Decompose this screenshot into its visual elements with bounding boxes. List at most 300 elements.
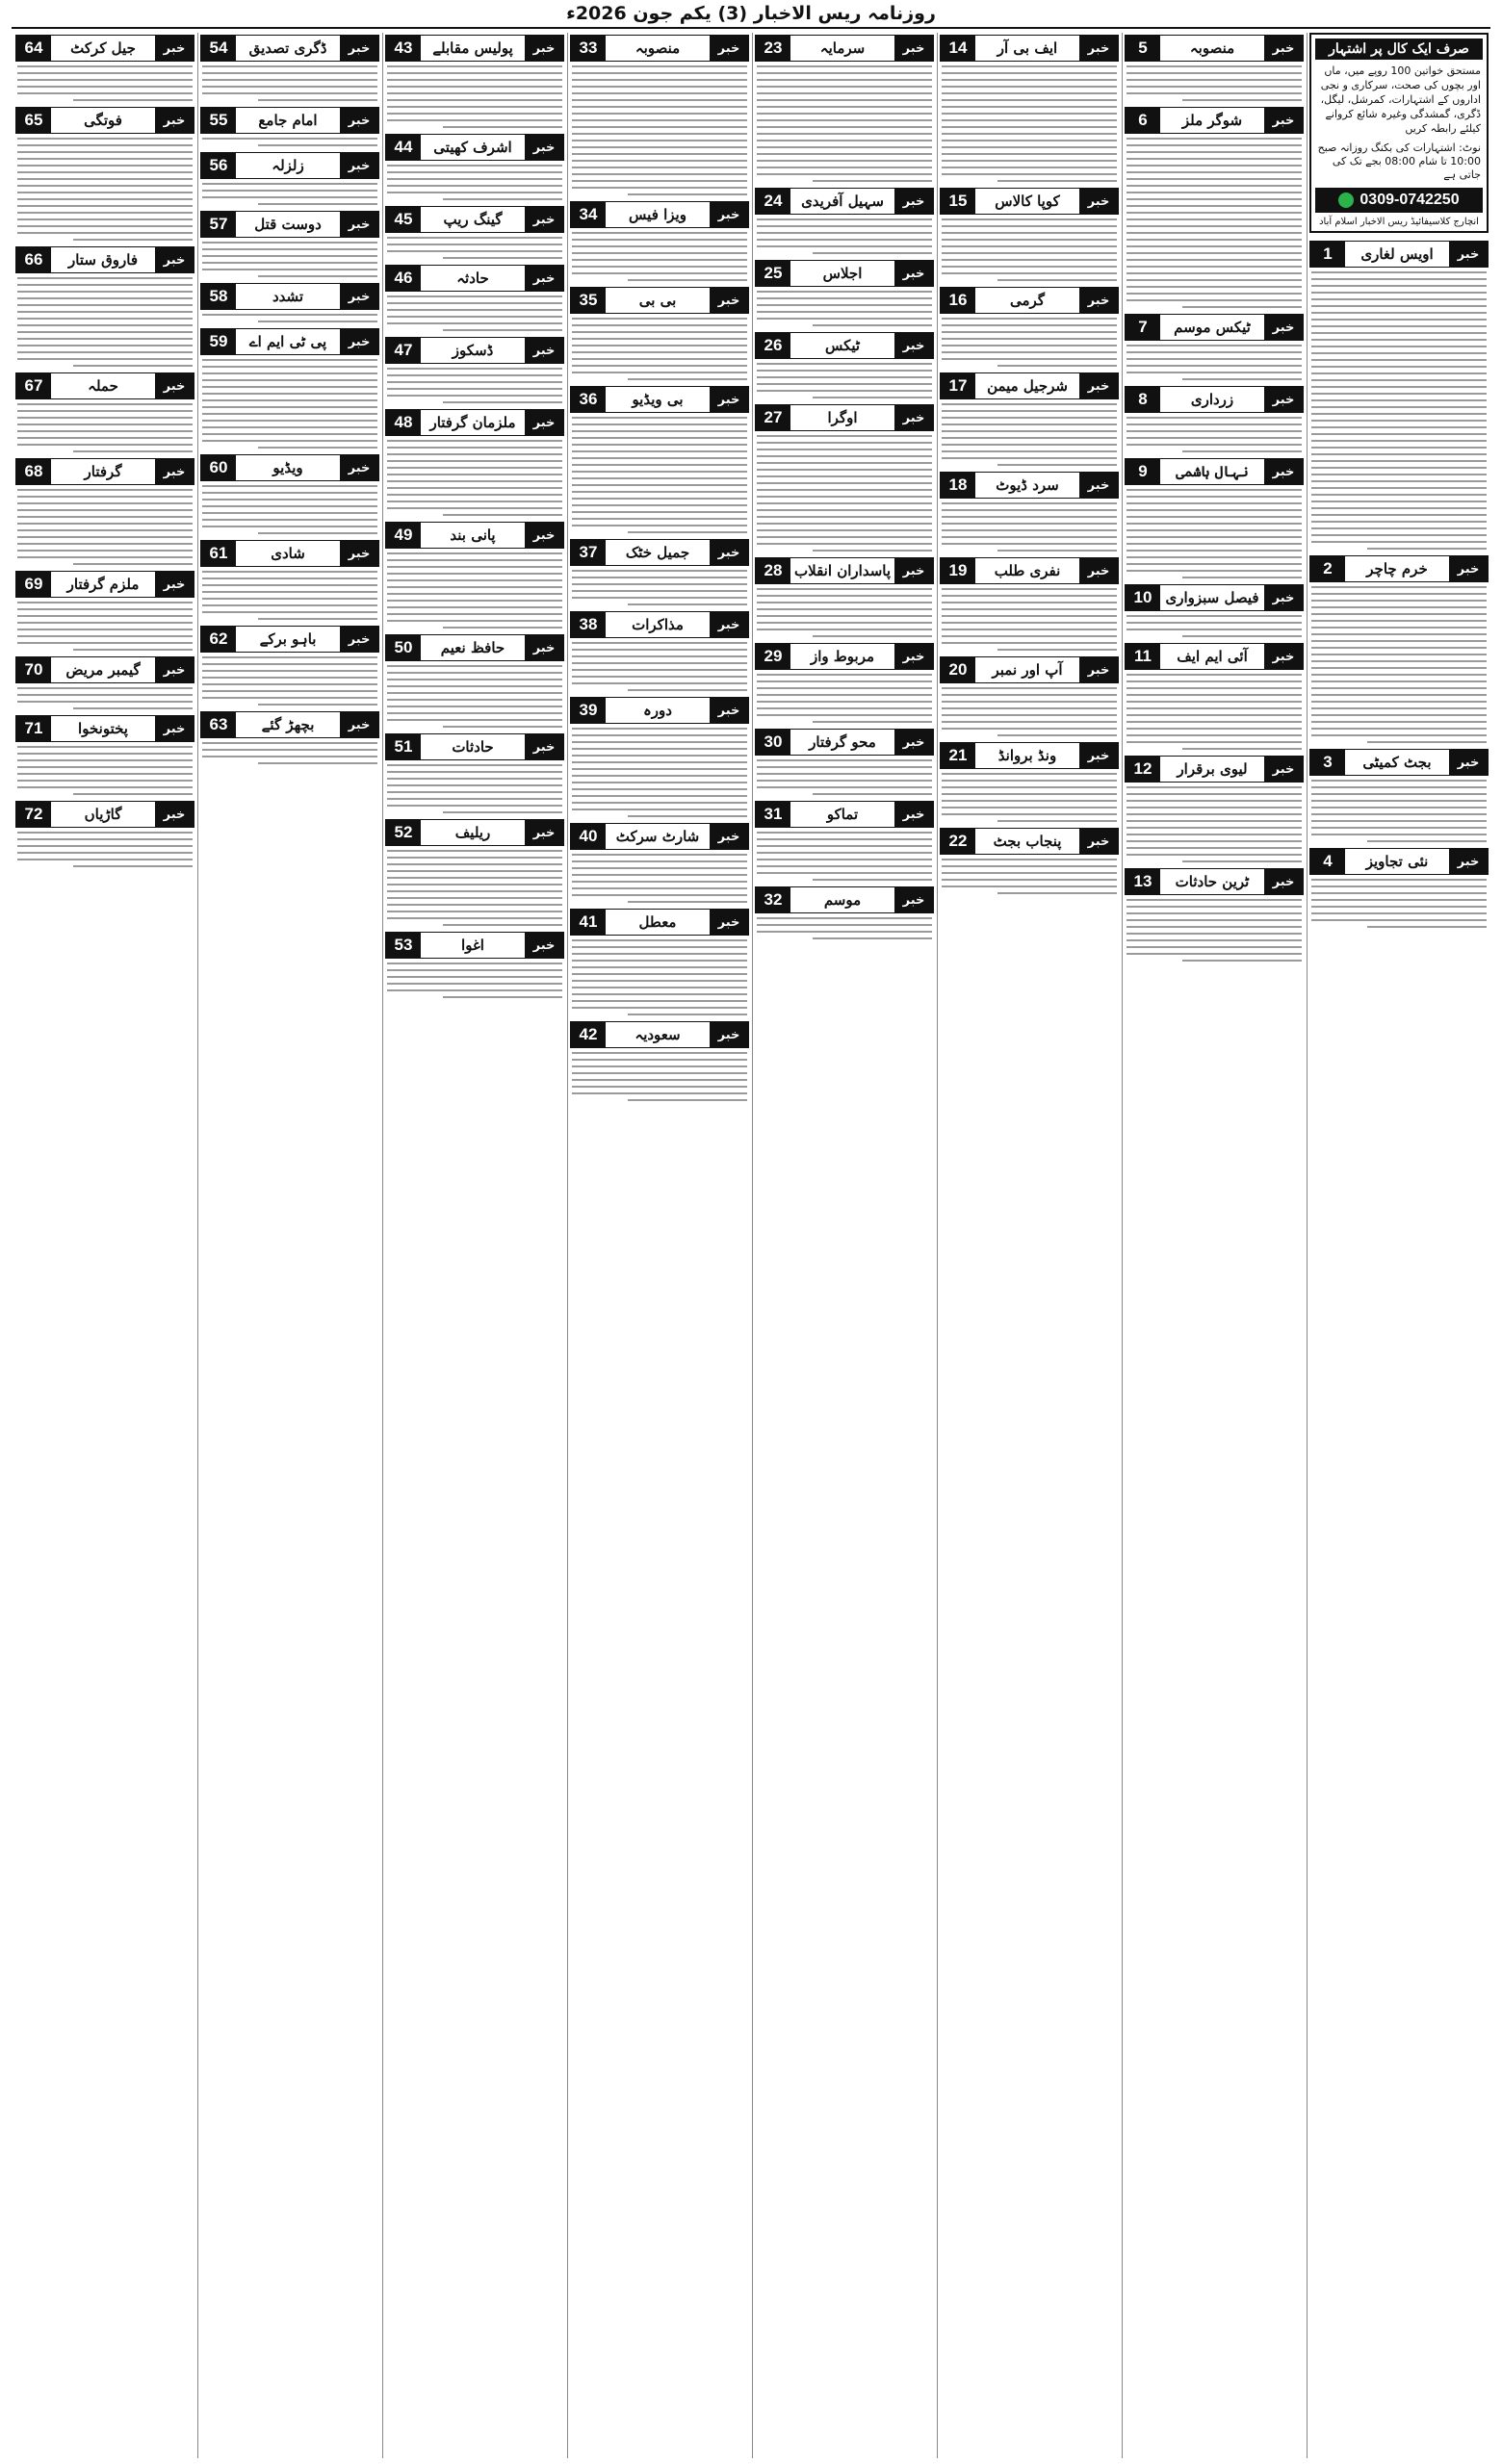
text-line xyxy=(202,65,377,67)
text-line xyxy=(387,917,562,919)
text-line xyxy=(387,316,562,318)
text-line xyxy=(572,1086,747,1088)
news-item-tag: خبر xyxy=(155,802,194,827)
news-item xyxy=(385,634,564,728)
text-line xyxy=(572,146,747,148)
news-item-number: 57 xyxy=(201,212,236,237)
text-line xyxy=(73,865,193,867)
text-line xyxy=(387,368,562,370)
article-body xyxy=(385,165,564,200)
text-line xyxy=(1126,563,1302,565)
text-line xyxy=(1311,827,1487,829)
news-item-tag: خبر xyxy=(1079,743,1118,768)
news-item xyxy=(200,328,379,449)
text-line xyxy=(813,793,932,795)
text-line xyxy=(17,138,193,140)
text-line xyxy=(942,687,1117,689)
text-line xyxy=(757,167,932,168)
news-item-number: 38 xyxy=(571,612,606,637)
news-item xyxy=(15,372,194,452)
news-item-tag: خبر xyxy=(155,108,194,133)
news-item-number: 36 xyxy=(571,387,606,412)
text-line xyxy=(572,590,747,592)
column-divider xyxy=(197,33,198,2458)
text-line xyxy=(387,165,562,167)
news-item-number: 53 xyxy=(386,933,421,958)
news-item-tag: خبر xyxy=(894,189,933,214)
text-line xyxy=(757,245,932,247)
news-item xyxy=(1309,848,1489,928)
text-line xyxy=(17,602,193,603)
text-line xyxy=(202,379,377,381)
text-line xyxy=(1126,138,1302,140)
text-line xyxy=(387,178,562,180)
text-line xyxy=(572,583,747,585)
text-line xyxy=(572,741,747,743)
text-line xyxy=(17,324,193,326)
text-line xyxy=(942,113,1117,115)
text-line xyxy=(387,620,562,622)
text-line xyxy=(572,734,747,736)
news-item-title: فاروق ستار xyxy=(68,251,138,269)
news-item-header xyxy=(570,823,749,850)
text-line xyxy=(202,413,377,415)
text-line xyxy=(258,321,377,322)
text-line xyxy=(387,106,562,108)
article-body xyxy=(385,962,564,998)
text-line xyxy=(202,512,377,514)
text-line xyxy=(997,180,1117,182)
news-item-tag: خبر xyxy=(1079,189,1118,214)
news-item-title: سہیل آفریدی xyxy=(801,192,884,210)
text-line xyxy=(942,79,1117,81)
text-line xyxy=(202,611,377,613)
text-line xyxy=(942,424,1117,425)
news-item-header xyxy=(755,729,934,756)
news-item-tag: خبر xyxy=(1449,556,1488,581)
text-line xyxy=(387,672,562,674)
text-line xyxy=(1126,165,1302,167)
article-body xyxy=(1309,780,1489,842)
news-item xyxy=(1125,314,1304,380)
text-line xyxy=(387,911,562,912)
text-line xyxy=(1126,741,1302,743)
text-line xyxy=(1311,332,1487,334)
text-line xyxy=(572,748,747,750)
text-line xyxy=(942,595,1117,597)
text-line xyxy=(1126,245,1302,247)
text-line xyxy=(997,550,1117,552)
news-item-header xyxy=(755,332,934,359)
text-line xyxy=(387,92,562,94)
news-item xyxy=(755,729,934,795)
text-line xyxy=(572,444,747,446)
news-item-header xyxy=(15,458,194,485)
text-line xyxy=(572,860,747,862)
text-line xyxy=(813,550,932,552)
news-item-number: 37 xyxy=(571,540,606,565)
text-line xyxy=(1311,627,1487,629)
news-item-title: کوپا کالاس xyxy=(995,192,1060,210)
news-item-header xyxy=(1309,555,1489,582)
news-item-title: شادی xyxy=(271,545,305,562)
text-line xyxy=(17,417,193,419)
news-item-number: 58 xyxy=(201,284,236,309)
text-line xyxy=(387,890,562,892)
news-item-number: 51 xyxy=(386,734,421,759)
article-body xyxy=(200,571,379,620)
text-line xyxy=(387,778,562,780)
text-line xyxy=(17,218,193,220)
text-line xyxy=(757,529,932,531)
text-line xyxy=(1311,613,1487,615)
news-item-number: 8 xyxy=(1126,387,1160,412)
text-line xyxy=(387,791,562,793)
text-line xyxy=(1311,271,1487,273)
text-line xyxy=(387,850,562,852)
news-item-title: پختونخوا xyxy=(78,720,128,737)
text-line xyxy=(17,430,193,432)
text-line xyxy=(628,603,747,605)
text-line xyxy=(202,399,377,401)
news-item-title: ٹیکس xyxy=(824,337,861,354)
news-item-tag: خبر xyxy=(155,36,194,61)
text-line xyxy=(202,598,377,600)
ad-phone[interactable] xyxy=(1315,188,1483,213)
text-line xyxy=(1311,474,1487,475)
ad-text: مستحق خواتین 100 روپے میں، ماں اور بچوں کی صحت، سرکاری و نجی اداروں کے اشتہارات، کمرشل، لیگل، ڈگری، گمشدگی وغیرہ شائع کروانے کیلئے رابطہ کریں xyxy=(1320,64,1481,135)
news-item-number: 6 xyxy=(1126,108,1160,133)
news-item-header xyxy=(200,211,379,238)
news-item-number: 12 xyxy=(1126,757,1160,782)
news-item-header xyxy=(1125,584,1304,611)
text-line xyxy=(1311,593,1487,595)
article-body xyxy=(15,602,194,651)
text-line xyxy=(387,453,562,455)
text-line xyxy=(1311,647,1487,649)
text-line xyxy=(17,694,193,696)
text-line xyxy=(757,687,932,689)
text-line xyxy=(572,477,747,479)
text-line xyxy=(572,372,747,373)
text-line xyxy=(1126,523,1302,525)
text-line xyxy=(17,629,193,630)
text-line xyxy=(757,370,932,372)
news-item-tag: خبر xyxy=(894,36,933,61)
news-item xyxy=(940,742,1119,822)
text-line xyxy=(1126,430,1302,432)
text-line xyxy=(572,450,747,452)
text-line xyxy=(1126,372,1302,373)
news-item xyxy=(755,260,934,326)
text-line xyxy=(387,552,562,554)
news-item-title: منصوبہ xyxy=(634,39,681,57)
text-line xyxy=(17,212,193,214)
text-line xyxy=(572,973,747,975)
text-line xyxy=(1311,433,1487,435)
news-item xyxy=(1309,241,1489,550)
text-line xyxy=(1126,906,1302,908)
news-item-tag: خبر xyxy=(710,288,748,313)
news-item-header xyxy=(755,886,934,913)
text-line xyxy=(17,185,193,187)
text-line xyxy=(1126,496,1302,498)
text-line xyxy=(1311,886,1487,887)
article-body xyxy=(15,277,194,367)
text-line xyxy=(387,480,562,482)
article-body xyxy=(1125,489,1304,578)
text-line xyxy=(387,192,562,193)
news-item xyxy=(385,206,564,259)
news-item xyxy=(570,35,749,195)
text-line xyxy=(202,433,377,435)
article-body xyxy=(755,674,934,723)
text-line xyxy=(997,820,1117,822)
text-line xyxy=(572,1052,747,1054)
text-line xyxy=(997,279,1117,281)
text-line xyxy=(1126,629,1302,630)
news-item-number: 30 xyxy=(756,730,790,755)
text-line xyxy=(628,1099,747,1101)
text-line xyxy=(387,593,562,595)
masthead-rule xyxy=(12,27,1490,29)
news-item xyxy=(200,35,379,101)
news-item-header xyxy=(755,557,934,584)
article-body xyxy=(570,318,749,380)
text-line xyxy=(572,761,747,763)
text-line xyxy=(17,277,193,279)
text-line xyxy=(572,424,747,425)
article-body xyxy=(940,502,1119,552)
text-line xyxy=(942,529,1117,531)
text-line xyxy=(757,475,932,477)
text-line xyxy=(17,635,193,637)
article-body xyxy=(1125,786,1304,862)
text-line xyxy=(942,773,1117,775)
news-item-title: نئی تجاویز xyxy=(1365,853,1429,870)
news-item-title: پولیس مقابلے xyxy=(432,39,513,57)
text-line xyxy=(387,566,562,568)
news-item-tag: خبر xyxy=(340,36,378,61)
news-item-number: 15 xyxy=(941,189,975,214)
text-line xyxy=(1182,635,1302,637)
text-line xyxy=(942,153,1117,155)
text-line xyxy=(443,811,562,813)
news-item-title: پانی بند xyxy=(450,526,496,544)
news-item-header xyxy=(1125,314,1304,341)
text-line xyxy=(572,980,747,982)
text-line xyxy=(572,464,747,466)
text-line xyxy=(17,773,193,775)
text-line xyxy=(757,218,932,220)
text-line xyxy=(1311,372,1487,374)
text-line xyxy=(572,266,747,268)
masthead-date-line: روزنامہ ریس الاخبار (3) یکم جون 2026ء xyxy=(566,3,936,24)
text-line xyxy=(202,248,377,250)
text-line xyxy=(1311,359,1487,361)
text-line xyxy=(813,324,932,326)
news-item-title: اغوا xyxy=(461,937,484,954)
news-item xyxy=(1125,584,1304,637)
column-6 xyxy=(385,33,564,2458)
text-line xyxy=(942,543,1117,545)
text-line xyxy=(1311,892,1487,894)
text-line xyxy=(942,780,1117,782)
text-line xyxy=(387,250,562,252)
news-item-tag: خبر xyxy=(340,212,378,237)
news-item-header xyxy=(755,643,934,670)
text-line xyxy=(572,597,747,599)
text-line xyxy=(628,689,747,691)
text-line xyxy=(1311,339,1487,341)
article-body xyxy=(755,435,934,552)
text-line xyxy=(572,245,747,247)
text-line xyxy=(1126,266,1302,268)
text-line xyxy=(17,766,193,768)
text-line xyxy=(1126,239,1302,241)
text-line xyxy=(572,887,747,889)
news-item-number: 13 xyxy=(1126,869,1160,894)
text-line xyxy=(258,532,377,534)
text-line xyxy=(387,474,562,475)
text-line xyxy=(1311,728,1487,730)
text-line xyxy=(572,126,747,128)
text-line xyxy=(387,86,562,88)
text-line xyxy=(628,1014,747,1015)
text-line xyxy=(387,494,562,496)
news-item-tag: خبر xyxy=(340,627,378,652)
text-line xyxy=(572,755,747,757)
text-line xyxy=(942,403,1117,405)
text-line xyxy=(1126,734,1302,736)
text-line xyxy=(757,297,932,299)
text-line xyxy=(757,146,932,148)
news-item xyxy=(200,540,379,620)
text-line xyxy=(1311,467,1487,469)
text-line xyxy=(572,1000,747,1002)
text-line xyxy=(572,351,747,353)
news-item-tag: خبر xyxy=(1079,36,1118,61)
text-line xyxy=(757,140,932,141)
text-line xyxy=(387,685,562,687)
text-line xyxy=(387,395,562,397)
text-line xyxy=(1311,346,1487,347)
text-line xyxy=(572,525,747,526)
news-item-title: موسم xyxy=(823,891,862,909)
text-line xyxy=(1126,854,1302,856)
text-line xyxy=(942,272,1117,274)
text-line xyxy=(443,198,562,200)
text-line xyxy=(572,518,747,520)
news-item xyxy=(385,35,564,128)
text-line xyxy=(942,701,1117,703)
news-item-header xyxy=(940,287,1119,314)
text-line xyxy=(73,793,193,795)
text-line xyxy=(1311,447,1487,449)
text-line xyxy=(942,444,1117,446)
text-line xyxy=(572,808,747,810)
news-item-number: 64 xyxy=(16,36,51,61)
text-line xyxy=(1126,424,1302,425)
text-line xyxy=(202,72,377,74)
article-body xyxy=(1125,615,1304,637)
text-line xyxy=(1311,352,1487,354)
news-item-tag: خبر xyxy=(1449,750,1488,775)
text-line xyxy=(1126,840,1302,842)
news-item-number: 55 xyxy=(201,108,236,133)
news-item xyxy=(200,211,379,277)
text-line xyxy=(1311,278,1487,280)
text-line xyxy=(628,901,747,903)
article-body xyxy=(570,728,749,817)
text-line xyxy=(202,86,377,88)
article-body xyxy=(570,939,749,1015)
news-item-tag: خبر xyxy=(710,698,748,723)
news-item xyxy=(385,337,564,403)
news-item-header xyxy=(940,828,1119,855)
text-line xyxy=(1126,437,1302,439)
text-line xyxy=(1126,444,1302,446)
article-body xyxy=(1125,65,1304,101)
text-line xyxy=(1182,99,1302,101)
news-item-tag: خبر xyxy=(1264,459,1303,484)
article-body xyxy=(940,403,1119,466)
news-item-number: 24 xyxy=(756,189,790,214)
news-item-header xyxy=(570,35,749,62)
text-line xyxy=(1311,687,1487,689)
text-line xyxy=(757,65,932,67)
news-item-number: 65 xyxy=(16,108,51,133)
text-line xyxy=(17,410,193,412)
text-line xyxy=(757,622,932,624)
article-body xyxy=(570,570,749,605)
text-line xyxy=(17,701,193,703)
text-line xyxy=(202,79,377,81)
text-line xyxy=(1126,786,1302,788)
news-item xyxy=(385,932,564,998)
column-1 xyxy=(1309,33,1489,2458)
news-item xyxy=(755,35,934,182)
text-line xyxy=(202,242,377,244)
text-line xyxy=(942,417,1117,419)
text-line xyxy=(1126,813,1302,815)
column-2 xyxy=(1125,33,1304,2458)
text-line xyxy=(757,588,932,590)
text-line xyxy=(1311,786,1487,788)
news-item-tag: خبر xyxy=(710,1022,748,1047)
article-body xyxy=(385,764,564,813)
news-item xyxy=(15,715,194,795)
text-line xyxy=(202,526,377,527)
news-item-title: اجلاس xyxy=(822,265,863,282)
text-line xyxy=(73,239,193,241)
text-line xyxy=(757,701,932,703)
text-line xyxy=(1311,780,1487,782)
news-item-number: 41 xyxy=(571,910,606,935)
text-line xyxy=(1126,259,1302,261)
news-item-number: 43 xyxy=(386,36,421,61)
news-item-title: حافظ نعیم xyxy=(440,639,505,656)
text-line xyxy=(1311,707,1487,709)
text-line xyxy=(17,345,193,346)
news-item-tag: خبر xyxy=(340,712,378,737)
text-line xyxy=(1126,299,1302,301)
text-line xyxy=(1126,417,1302,419)
text-line xyxy=(387,897,562,899)
text-line xyxy=(757,119,932,121)
text-line xyxy=(387,679,562,680)
text-line xyxy=(1311,292,1487,294)
